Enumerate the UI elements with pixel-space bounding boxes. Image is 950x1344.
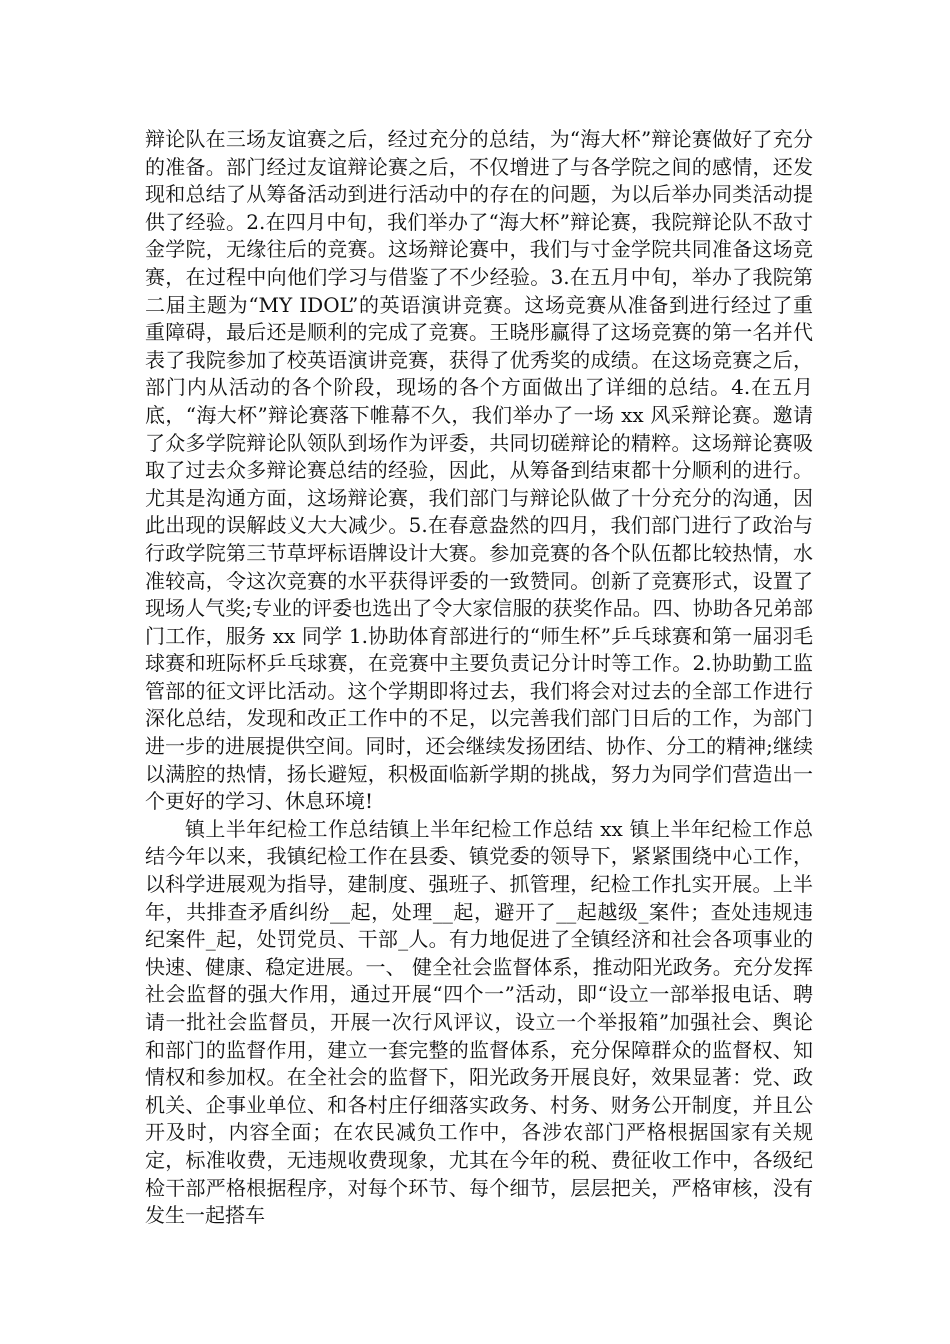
body-paragraph-2: 镇上半年纪检工作总结镇上半年纪检工作总结 xx 镇上半年纪检工作总结今年以来，我镇纪检工作在县委、镇党委的领导下，紧紧围绕中心工作，以科学进展观为指导，建制度、强班子、抓管理，纪检工作扎实开展。上半年，共排查矛盾纠纷__起，处理__起，避开了__起越级_案件；查处违规违纪案件_起，处罚党员、干部_人。有力地促进了全镇经济和社会各项事业的快速、健康、稳定进展。一、 健全社会监督体系，推动阳光政务。充分发挥社会监督的强大作用，通过开展“四个一”活动，即“设立一部举报电话、聘请一批社会监督员，开展一次行风评议，设立一个举报箱”加强社会、舆论和部门的监督作用，建立一套完整的监督体系，充分保障群众的监督权、知情权和参加权。在全社会的监督下，阳光政务开展良好，效果显著：党、政机关、企事业单位、和各村庄仔细落实政务、村务、财务公开制度，并且公开及时，内容全面；在农民减负工作中，各涉农部门严格根据国家有关规定，标准收费，无违规收费现象，尤其在今年的税、费征收工作中，各级纪检干部严格根据程序，对每个环节、每个细节，层层把关，严格审核，没有发生一起搭车 [145,816,813,1228]
body-paragraph-1: 辩论队在三场友谊赛之后，经过充分的总结，为“海大杯”辩论赛做好了充分的准备。部门经过友谊辩论赛之后，不仅增进了与各学院之间的感情，还发现和总结了从筹备活动到进行活动中的存在的问题，为以后举办同类活动提供了经验。2.在四月中旬，我们举办了“海大杯”辩论赛，我院辩论队不敌寸金学院，无缘往后的竞赛。这场辩论赛中，我们与寸金学院共同准备这场竞赛，在过程中向他们学习与借鉴了不少经验。3.在五月中旬，举办了我院第二届主题为“MY IDOL”的英语演讲竞赛。这场竞赛从准备到进行经过了重重障碍，最后还是顺利的完成了竞赛。王晓彤赢得了这场竞赛的第一名并代表了我院参加了校英语演讲竞赛，获得了优秀奖的成绩。在这场竞赛之后，部门内从活动的各个阶段，现场的各个方面做出了详细的总结。4.在五月底，“海大杯”辩论赛落下帷幕不久，我们举办了一场 xx 风采辩论赛。邀请了众多学院辩论队领队到场作为评委，共同切磋辩论的精粹。这场辩论赛吸取了过去众多辩论赛总结的经验，因此，从筹备到结束都十分顺利的进行。尤其是沟通方面，这场辩论赛，我们部门与辩论队做了十分充分的沟通，因此出现的误解歧义大大减少。5.在春意盎然的四月，我们部门进行了政治与行政学院第三节草坪标语牌设计大赛。参加竞赛的各个队伍都比较热情，水准较高，令这次竞赛的水平获得评委的一致赞同。创新了竞赛形式，设置了现场人气奖;专业的评委也选出了令大家信服的获奖作品。四、协助各兄弟部门工作，服务 xx 同学 1.协助体育部进行的“师生杯”乒乓球赛和第一届羽毛球赛和班际杯乒乓球赛，在竞赛中主要负责记分计时等工作。2.协助勤工监管部的征文评比活动。这个学期即将过去，我们将会对过去的全部工作进行深化总结，发现和改正工作中的不足，以完善我们部门日后的工作，为部门进一步的进展提供空间。同时，还会继续发扬团结、协作、分工的精神;继续以满腔的热情，扬长避短，积极面临新学期的挑战，努力为同学们营造出一个更好的学习、休息环境! [145,127,813,814]
document-page [145,126,813,1230]
